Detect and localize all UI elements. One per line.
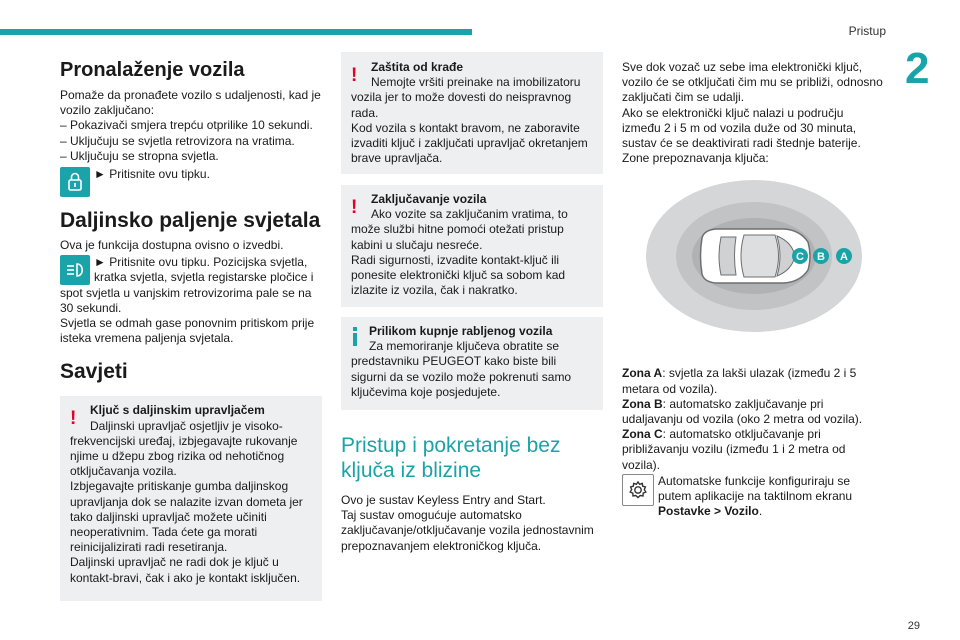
settings-step-text: Automatske funkcije konfiguriraju se putem aplikacije na taktilnom ekranu: [658, 473, 853, 504]
used-vehicle-box-title: Prilikom kupnje rabljenog vozila: [369, 324, 553, 338]
warning-icon: !: [351, 65, 358, 86]
gear-icon: [622, 474, 654, 506]
zone-b-label: Zona B: [622, 396, 663, 411]
settings-path-end: .: [758, 504, 763, 519]
keyless-para-3: Zone prepoznavanja ključa:: [622, 151, 769, 166]
find-vehicle-item-2: – Uključuju se svjetla retrovizora na vratima.: [60, 133, 295, 148]
locking-box-title: Zaključavanje vozila: [371, 192, 487, 206]
remote-lighting-step: [60, 253, 322, 316]
find-vehicle-step: [60, 166, 322, 200]
headlight-icon: [60, 255, 90, 285]
zone-c-marker-label: C: [796, 251, 804, 264]
zone-c-text: : automatsko otključavanje pri približavanju vozilu (između 1 i 2 metra od vozila).: [622, 427, 846, 472]
page-number: 29: [907, 620, 920, 632]
find-vehicle-intro: Pomaže da pronađete vozilo s udaljenosti, kad je vozilo zaključano:: [60, 88, 321, 118]
zone-b-description: [622, 397, 884, 427]
remote-lighting-availability: Ova je funkcija dostupna ovisno o izvedbi.: [60, 238, 284, 253]
theft-box-text-2: Kod vozila s kontakt bravom, ne zaboravite izvaditi ključ i zaključati upravljač okretanjem brave upravljača.: [351, 120, 588, 166]
warning-box-theft: [341, 52, 603, 174]
warning-box-text-1: Daljinski upravljač osjetljiv je visoko-frekvencijski uređaj, izbjegavajte rukovanje njime u džepu zbog rizika od nehotičnog otključavanja vozila.: [70, 418, 298, 479]
find-vehicle-item-3: – Uključuju se stropna svjetla.: [60, 148, 219, 163]
zone-c-description: [622, 427, 884, 473]
zone-a-text: : svjetla za lakši ulazak (između 2 i 5 metara od vozila).: [622, 366, 857, 396]
warning-box-title: Ključ s daljinskim upravljačem: [90, 403, 265, 418]
zone-a-label: Zona A: [622, 366, 663, 381]
warning-box-text-2: Izbjegavajte pritiskanje gumba daljinskog upravljanja dok se nalazite izvan dometa jer tako daljinski upravljač možete učiniti neoperativnim. Tada ćete ga morati reinicijalizirati radi resetiranja.: [70, 479, 303, 555]
find-vehicle-item-1: – Pokazivači smjera trepću otprilike 10 sekundi.: [60, 118, 313, 133]
heading-remote-lighting: Daljinsko paljenje svjetala: [60, 209, 321, 233]
keyless-intro: Ovo je sustav Keyless Entry and Start.: [341, 493, 546, 507]
key-zones-diagram: [632, 176, 872, 336]
info-box-used-vehicle: [341, 317, 603, 410]
zone-b-marker-label: B: [817, 251, 825, 264]
warning-box-locking: [341, 185, 603, 307]
lock-search-icon: [60, 167, 90, 197]
warning-box-remote-key: [60, 396, 322, 601]
heading-advice: Savjeti: [60, 360, 128, 384]
keyless-description: Taj sustav omogućuje automatsko zaključavanje/otključavanje vozila jednostavnim prepoznavanjem elektroničkog ključa.: [341, 508, 594, 553]
column-1: [60, 52, 322, 601]
zone-a-description: [622, 366, 884, 396]
heading-keyless-access: Pristup i pokretanje bez ključa iz blizine: [341, 434, 561, 482]
settings-path-line: [622, 504, 884, 519]
keyless-para-2: Ako se elektronički ključ nalazi u području između 2 i 5 m od vozila duže od 30 minuta, sustav će se deaktivirati radi štednje baterije.: [622, 105, 861, 151]
warning-icon: !: [70, 408, 77, 430]
heading-find-vehicle: Pronalaženje vozila: [60, 59, 245, 81]
zone-a-marker-label: A: [840, 251, 848, 264]
theft-box-title: Zaštita od krađe: [371, 60, 464, 74]
chapter-number: 2: [905, 44, 930, 93]
warning-box-text-3: Daljinski upravljač ne radi dok je ključ u kontakt-bravi, čak i ako je kontakt isključen.: [70, 555, 301, 585]
warning-icon: !: [351, 197, 358, 218]
zone-b-text: : automatsko zaključavanje pri udaljavanju od vozila (oko 2 metra od vozila).: [622, 396, 863, 427]
remote-lighting-note: Svjetla se odmah gase ponovnim pritiskom prije isteka vremena paljenja svjetala.: [60, 316, 315, 346]
settings-path: Postavke > Vozilo: [658, 504, 759, 519]
remote-lighting-step-text: ► Pritisnite ovu tipku. Pozicijska svjetla, kratka svjetla, svjetla registarske pločice i spot svjetla u vanjskim retrovizorima pale se na 30 sekundi.: [60, 255, 314, 315]
locking-box-text-1: Ako vozite sa zaključanim vratima, to može službi hitne pomoći otežati pristup kabini u slučaju nesreće.: [351, 207, 568, 252]
used-vehicle-box-text: Za memoriranje ključeva obratite se predstavniku PEUGEOT kako biste bili sigurni da se vozilo može pokrenuti samo ključevima koje posjedujete.: [351, 339, 572, 399]
section-name: Pristup: [848, 24, 886, 38]
keyless-para-1: Sve dok vozač uz sebe ima elektronički ključ, vozilo će se otključati čim mu se približi, odnosno zaključati čim se udalji.: [622, 60, 883, 105]
settings-step: [622, 473, 884, 504]
find-vehicle-step-text: ► Pritisnite ovu tipku.: [94, 167, 210, 182]
header-accent-bar: [0, 29, 472, 35]
column-3: [622, 52, 884, 519]
zone-c-label: Zona C: [622, 427, 663, 442]
column-2: [341, 52, 603, 554]
info-icon: [353, 327, 357, 346]
locking-box-text-2: Radi sigurnosti, izvadite kontakt-ključ ili ponesite elektronički ključ sa sobom kad izlazite iz vozila, čak i nakratko.: [351, 252, 566, 298]
theft-box-text-1: Nemojte vršiti preinake na imobilizatoru vozila jer to može dovesti do neispravnog rada.: [351, 75, 581, 120]
